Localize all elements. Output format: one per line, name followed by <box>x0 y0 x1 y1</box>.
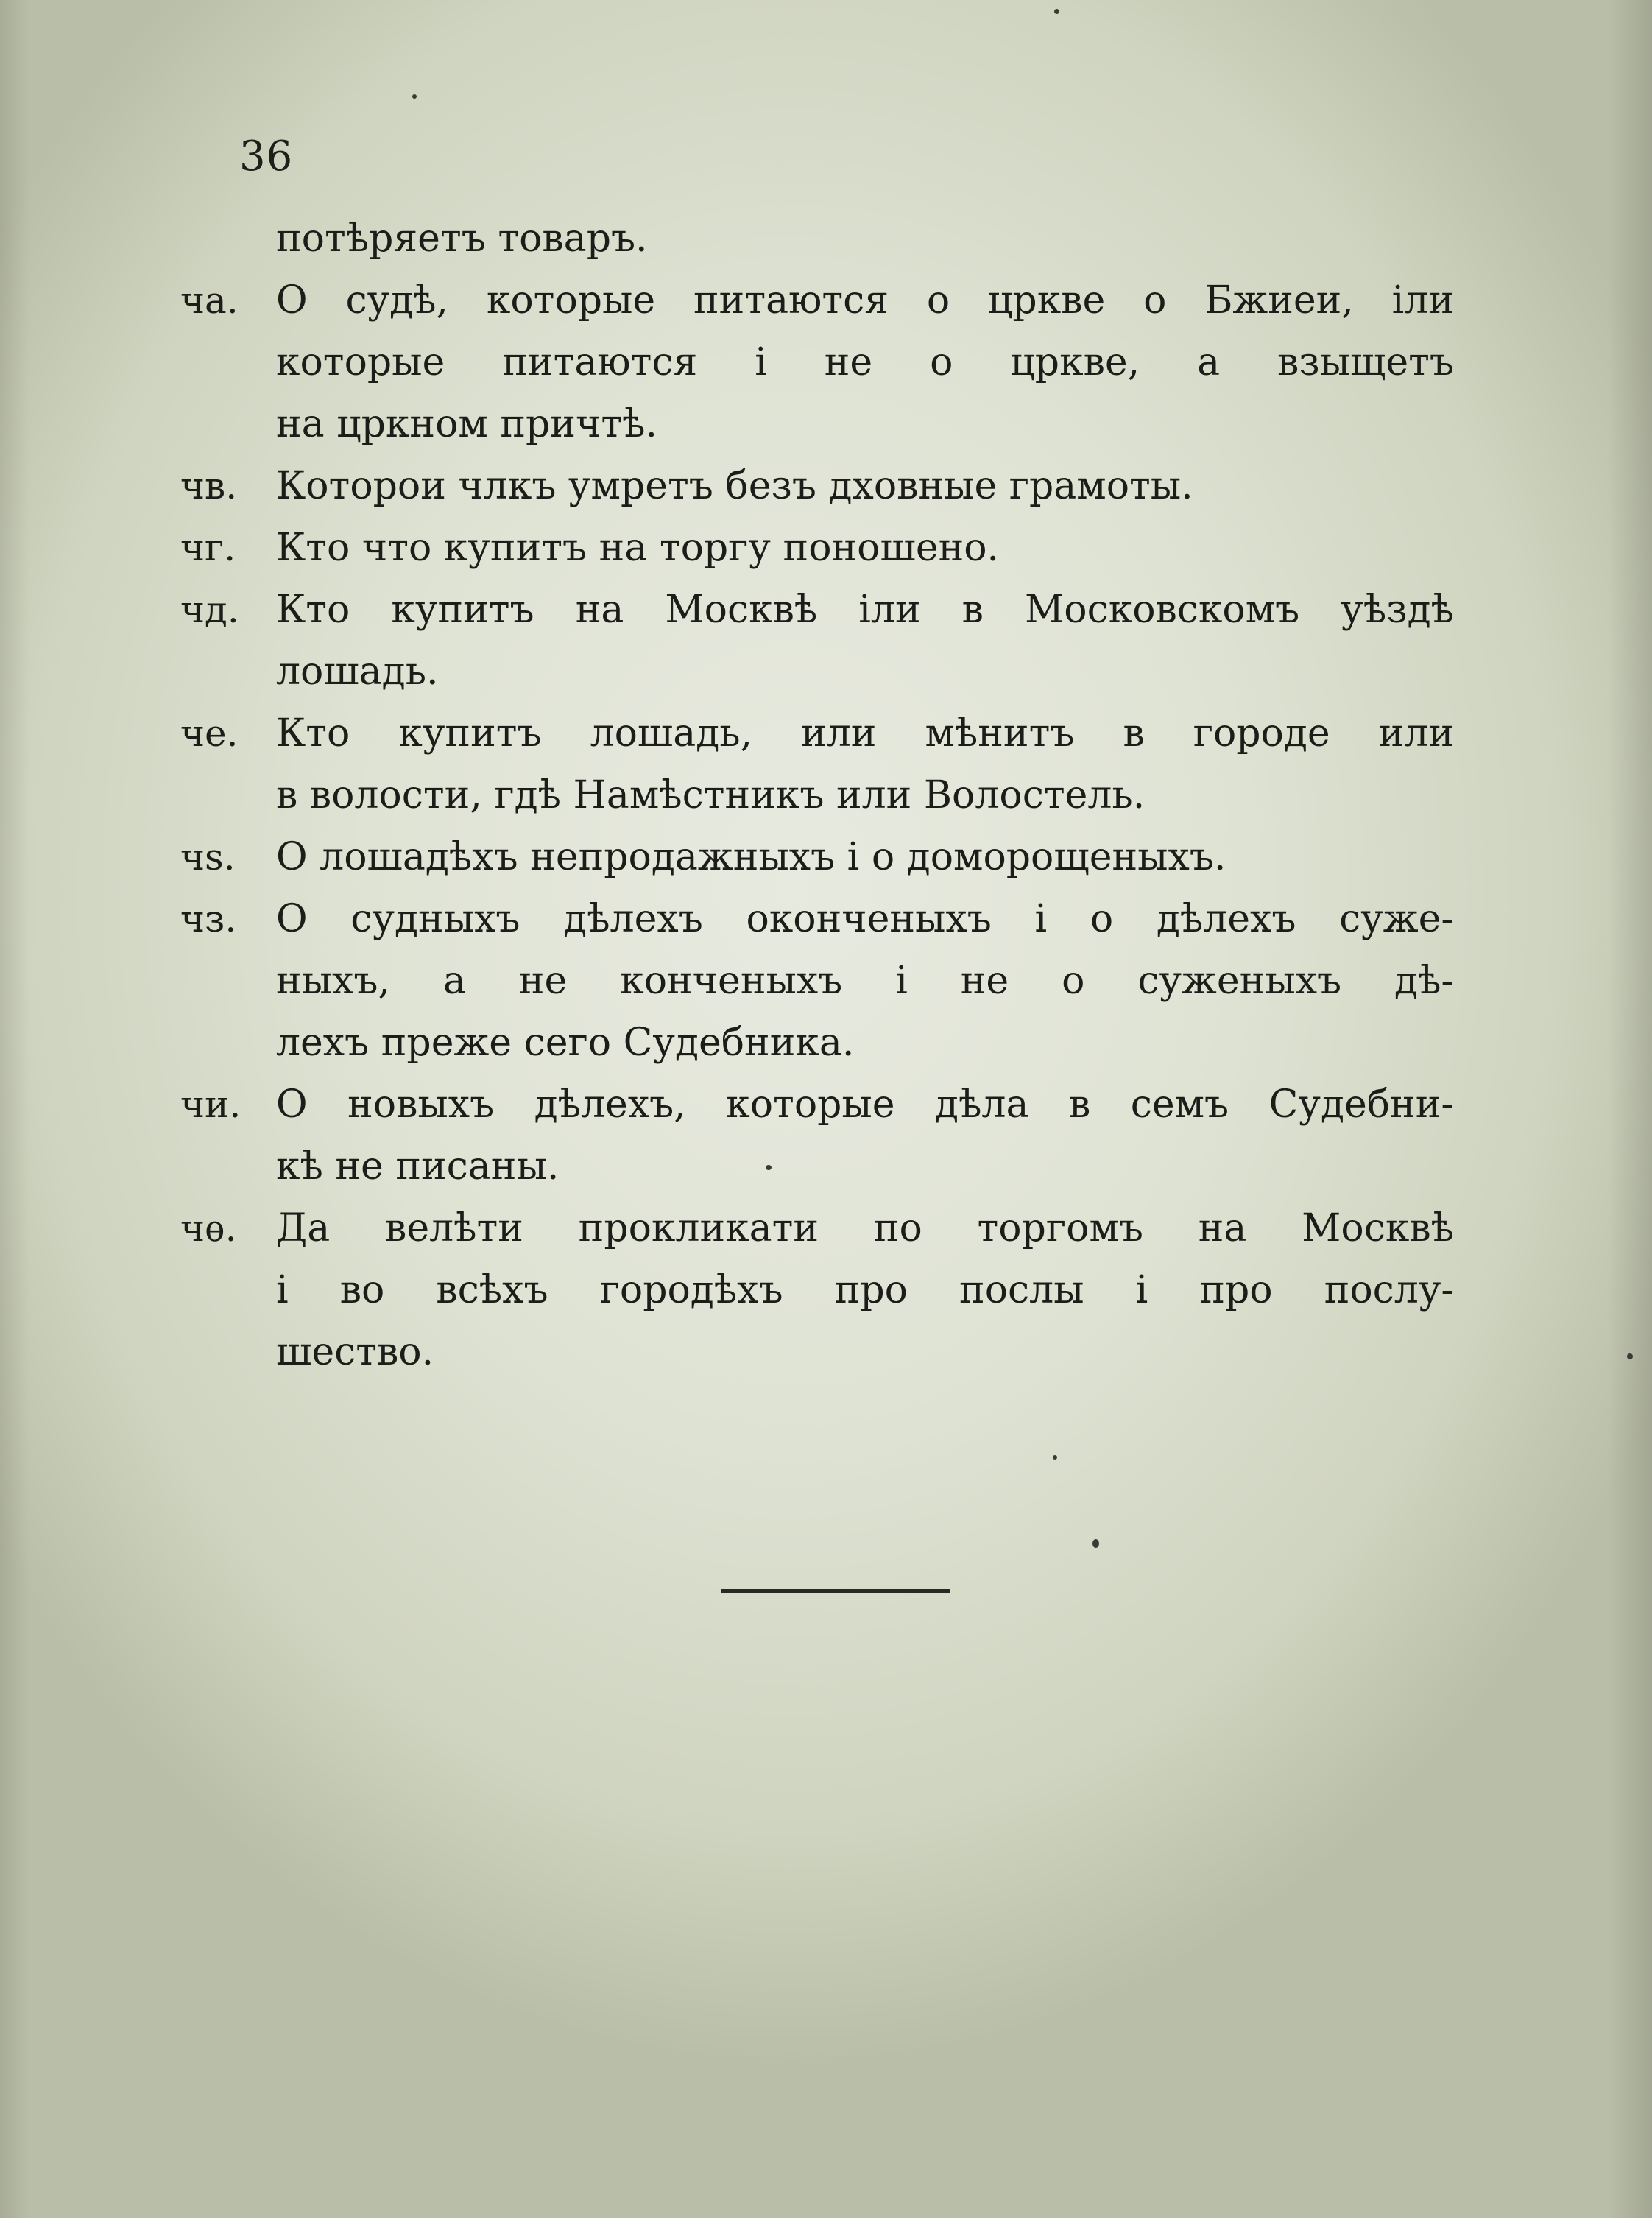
entry-text-line: О судѣ, которые питаются о цркве о Бжиеи, іли <box>276 278 1454 323</box>
entry-number: чs. <box>180 836 236 879</box>
entry-text-line: О судныхъ дѣлехъ оконченыхъ і о дѣлехъ суже- <box>276 897 1454 941</box>
list-item-continuation <box>180 641 1454 703</box>
entry-text-line: ныхъ, а не конченыхъ і не о суженыхъ дѣ- <box>276 959 1454 1003</box>
list-item <box>180 1197 1454 1259</box>
entry-number: ча. <box>180 279 239 322</box>
list-item <box>180 455 1454 517</box>
list-item-continuation <box>180 1136 1454 1197</box>
entry-text-line: на цркном причтѣ. <box>276 402 657 446</box>
list-item-continuation <box>180 331 1454 393</box>
entry-text-line: в волости, гдѣ Намѣстникъ или Волостель. <box>276 773 1146 817</box>
entry-text-line: Да велѣти прокликати по торгомъ на Москвѣ <box>276 1206 1454 1250</box>
entry-number: чз. <box>180 898 237 940</box>
list-item <box>180 1074 1454 1136</box>
page-number: 36 <box>239 133 294 180</box>
list-item <box>180 270 1454 331</box>
list-item <box>180 703 1454 764</box>
entry-text-line: которые питаются і не о цркве, а взыщетъ <box>276 340 1454 384</box>
entry-text-line: О новыхъ дѣлехъ, которые дѣла в семъ Судебни- <box>276 1082 1454 1127</box>
entry-text-line: О лошадѣхъ непродажныхъ і о доморощеныхъ. <box>276 835 1226 879</box>
dust-speck <box>1092 1539 1099 1548</box>
list-item <box>180 208 1454 270</box>
list-item <box>180 888 1454 950</box>
entry-text-line: і во всѣхъ городѣхъ про послы і про послу- <box>276 1268 1454 1312</box>
entry-number: чг. <box>180 527 236 569</box>
entry-number: чд. <box>180 588 239 631</box>
list-item <box>180 826 1454 888</box>
entry-number: чѳ. <box>180 1207 237 1250</box>
entry-text-line: кѣ не писаны. <box>276 1144 560 1189</box>
entry-text-line: Кто купитъ на Москвѣ іли в Московскомъ уѣздѣ <box>276 588 1454 632</box>
list-item-continuation <box>180 950 1454 1012</box>
list-item-continuation <box>180 1321 1454 1383</box>
list-item-continuation <box>180 1012 1454 1074</box>
entry-number: чв. <box>180 465 238 507</box>
dust-speck <box>766 1165 772 1170</box>
entry-text-line: Которои члкъ умретъ безъ дховные грамоты. <box>276 464 1193 508</box>
list-item <box>180 579 1454 641</box>
entry-number: че. <box>180 712 239 755</box>
entry-text-line: Кто что купитъ на торгу поношено. <box>276 526 1000 570</box>
list-item-continuation <box>180 1259 1454 1321</box>
list-item <box>180 517 1454 579</box>
dust-speck <box>412 94 417 99</box>
dust-speck <box>1054 9 1059 14</box>
end-divider-rule <box>721 1589 950 1593</box>
entry-text-line: лошадь. <box>276 649 439 694</box>
entry-text-line: лехъ преже сего Судебника. <box>276 1021 855 1065</box>
entry-number: чи. <box>180 1083 241 1126</box>
list-item-continuation <box>180 764 1454 826</box>
entry-text-line: шество. <box>276 1330 434 1374</box>
dust-speck <box>1627 1353 1633 1359</box>
entry-text-line: потѣряетъ товаръ. <box>276 216 648 261</box>
page-edge-shadow-right <box>1608 0 1652 2218</box>
list-item-continuation <box>180 393 1454 455</box>
dust-speck <box>1053 1455 1057 1460</box>
table-of-contents-list <box>180 208 1454 1383</box>
entry-text-line: Кто купитъ лошадь, или мѣнитъ в городе или <box>276 711 1454 756</box>
page-edge-shadow-left <box>0 0 29 2218</box>
